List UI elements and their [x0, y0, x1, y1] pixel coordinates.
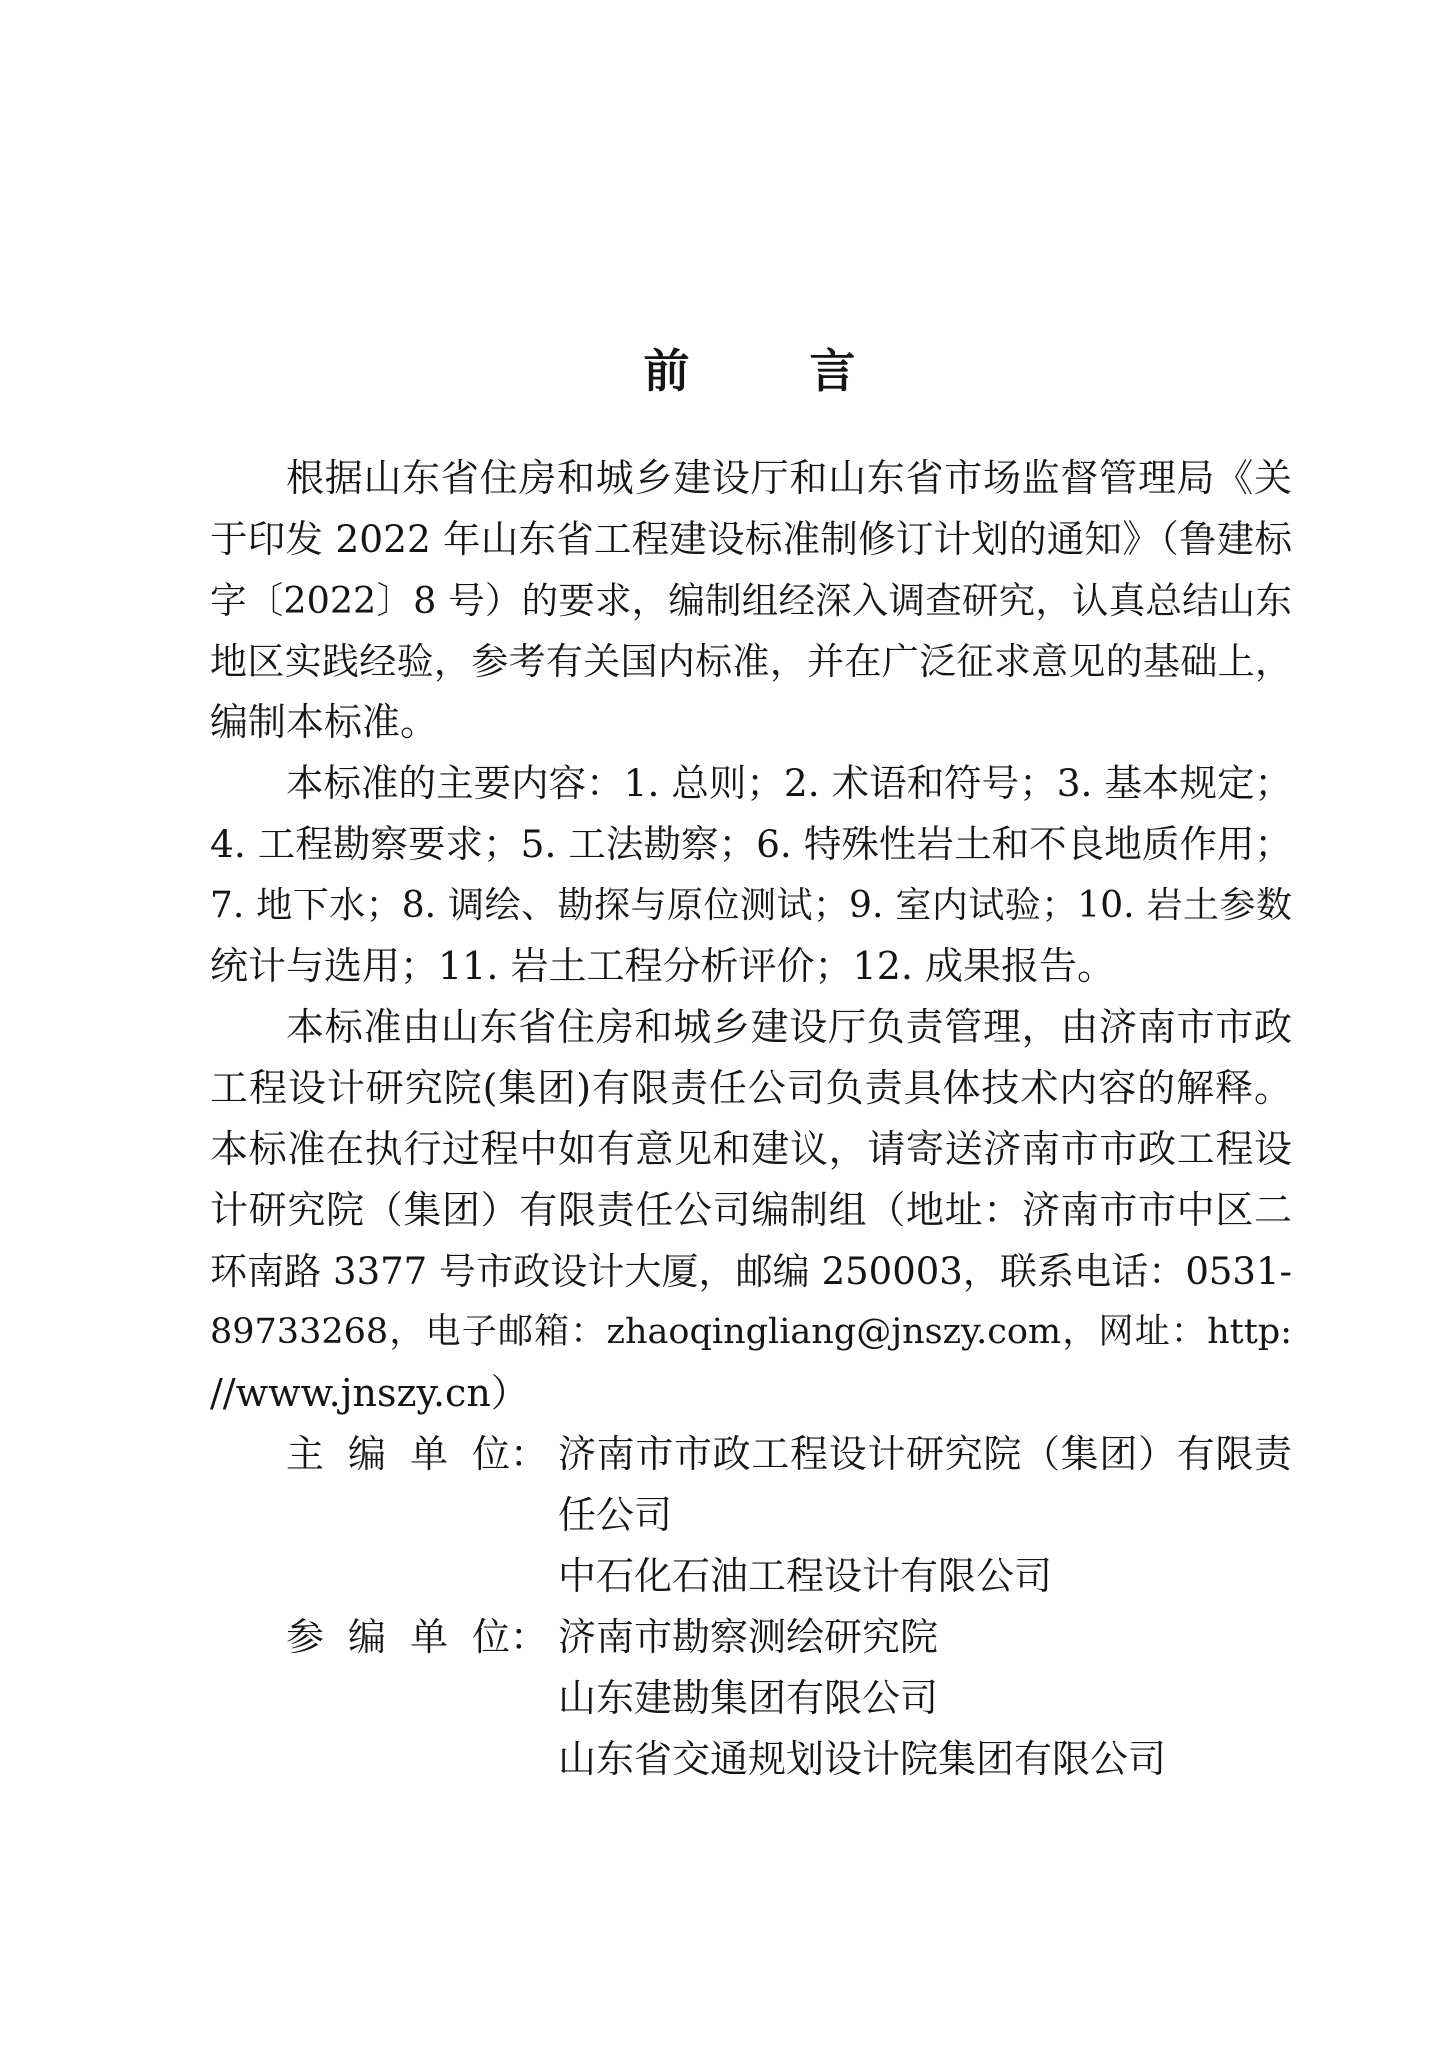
unit-separator: ：	[510, 1432, 549, 1476]
unit-line: 山东建勘集团有限公司	[558, 1676, 939, 1720]
text-line: //www.jnszy.cn）	[210, 1371, 529, 1415]
text-line: 地区实践经验，参考有关国内标准，并在广泛征求意见的基础上，	[210, 640, 1292, 683]
text-line: 环南路 3377 号市政设计大厦，邮编 250003，联系电话：0531-	[210, 1250, 1292, 1293]
text-line: 统计与选用；11. 岩土工程分析评价；12. 成果报告。	[210, 944, 1116, 988]
text-line: 7. 地下水；8. 调绘、勘探与原位测试；9. 室内试验；10. 岩土参数	[210, 885, 1292, 926]
text-line: 4. 工程勘察要求；5. 工法勘察；6. 特殊性岩土和不良地质作用；	[210, 822, 1292, 866]
unit-separator: ：	[510, 1615, 549, 1659]
text-line: 工程设计研究院(集团)有限责任公司负责具体技术内容的解释。	[210, 1066, 1292, 1110]
participating-units	[210, 1607, 1292, 1790]
text-line: 本标准的主要内容：1. 总则；2. 术语和符号；3. 基本规定；	[286, 761, 1292, 805]
unit-list	[558, 1424, 1292, 1607]
unit-label: 参 编 单 位	[286, 1615, 510, 1659]
paragraph-management-contact	[210, 997, 1292, 1424]
text-line: 字〔2022〕8 号）的要求，编制组经深入调查研究，认真总结山东	[210, 579, 1292, 622]
text-line: 89733268，电子邮箱：zhaoqingliang@jnszy.com，网址：http:	[210, 1312, 1292, 1352]
chief-editing-unit	[210, 1424, 1292, 1607]
text-line: 计研究院（集团）有限责任公司编制组（地址：济南市市中区二	[210, 1188, 1292, 1232]
unit-line: 任公司	[558, 1493, 673, 1537]
text-line: 编制本标准。	[210, 700, 439, 744]
text-line: 根据山东省住房和城乡建设厅和山东省市场监督管理局《关	[286, 456, 1292, 500]
unit-line: 济南市勘察测绘研究院	[558, 1615, 939, 1659]
unit-list	[558, 1607, 1292, 1790]
text-line: 本标准由山东省住房和城乡建设厅负责管理，由济南市市政	[286, 1005, 1292, 1049]
unit-label: 主 编 单 位	[286, 1432, 510, 1476]
paragraph-main-contents	[210, 753, 1292, 997]
page-title: 前 言	[643, 344, 856, 398]
document-body	[210, 448, 1292, 1790]
paragraph-background	[210, 448, 1292, 753]
unit-line: 山东省交通规划设计院集团有限公司	[558, 1737, 1167, 1781]
text-line: 于印发 2022 年山东省工程建设标准制修订计划的通知》（鲁建标	[210, 517, 1292, 561]
text-line: 本标准在执行过程中如有意见和建议，请寄送济南市市政工程设	[210, 1127, 1292, 1171]
unit-line: 济南市市政工程设计研究院（集团）有限责	[558, 1432, 1292, 1476]
unit-line: 中石化石油工程设计有限公司	[558, 1554, 1053, 1598]
